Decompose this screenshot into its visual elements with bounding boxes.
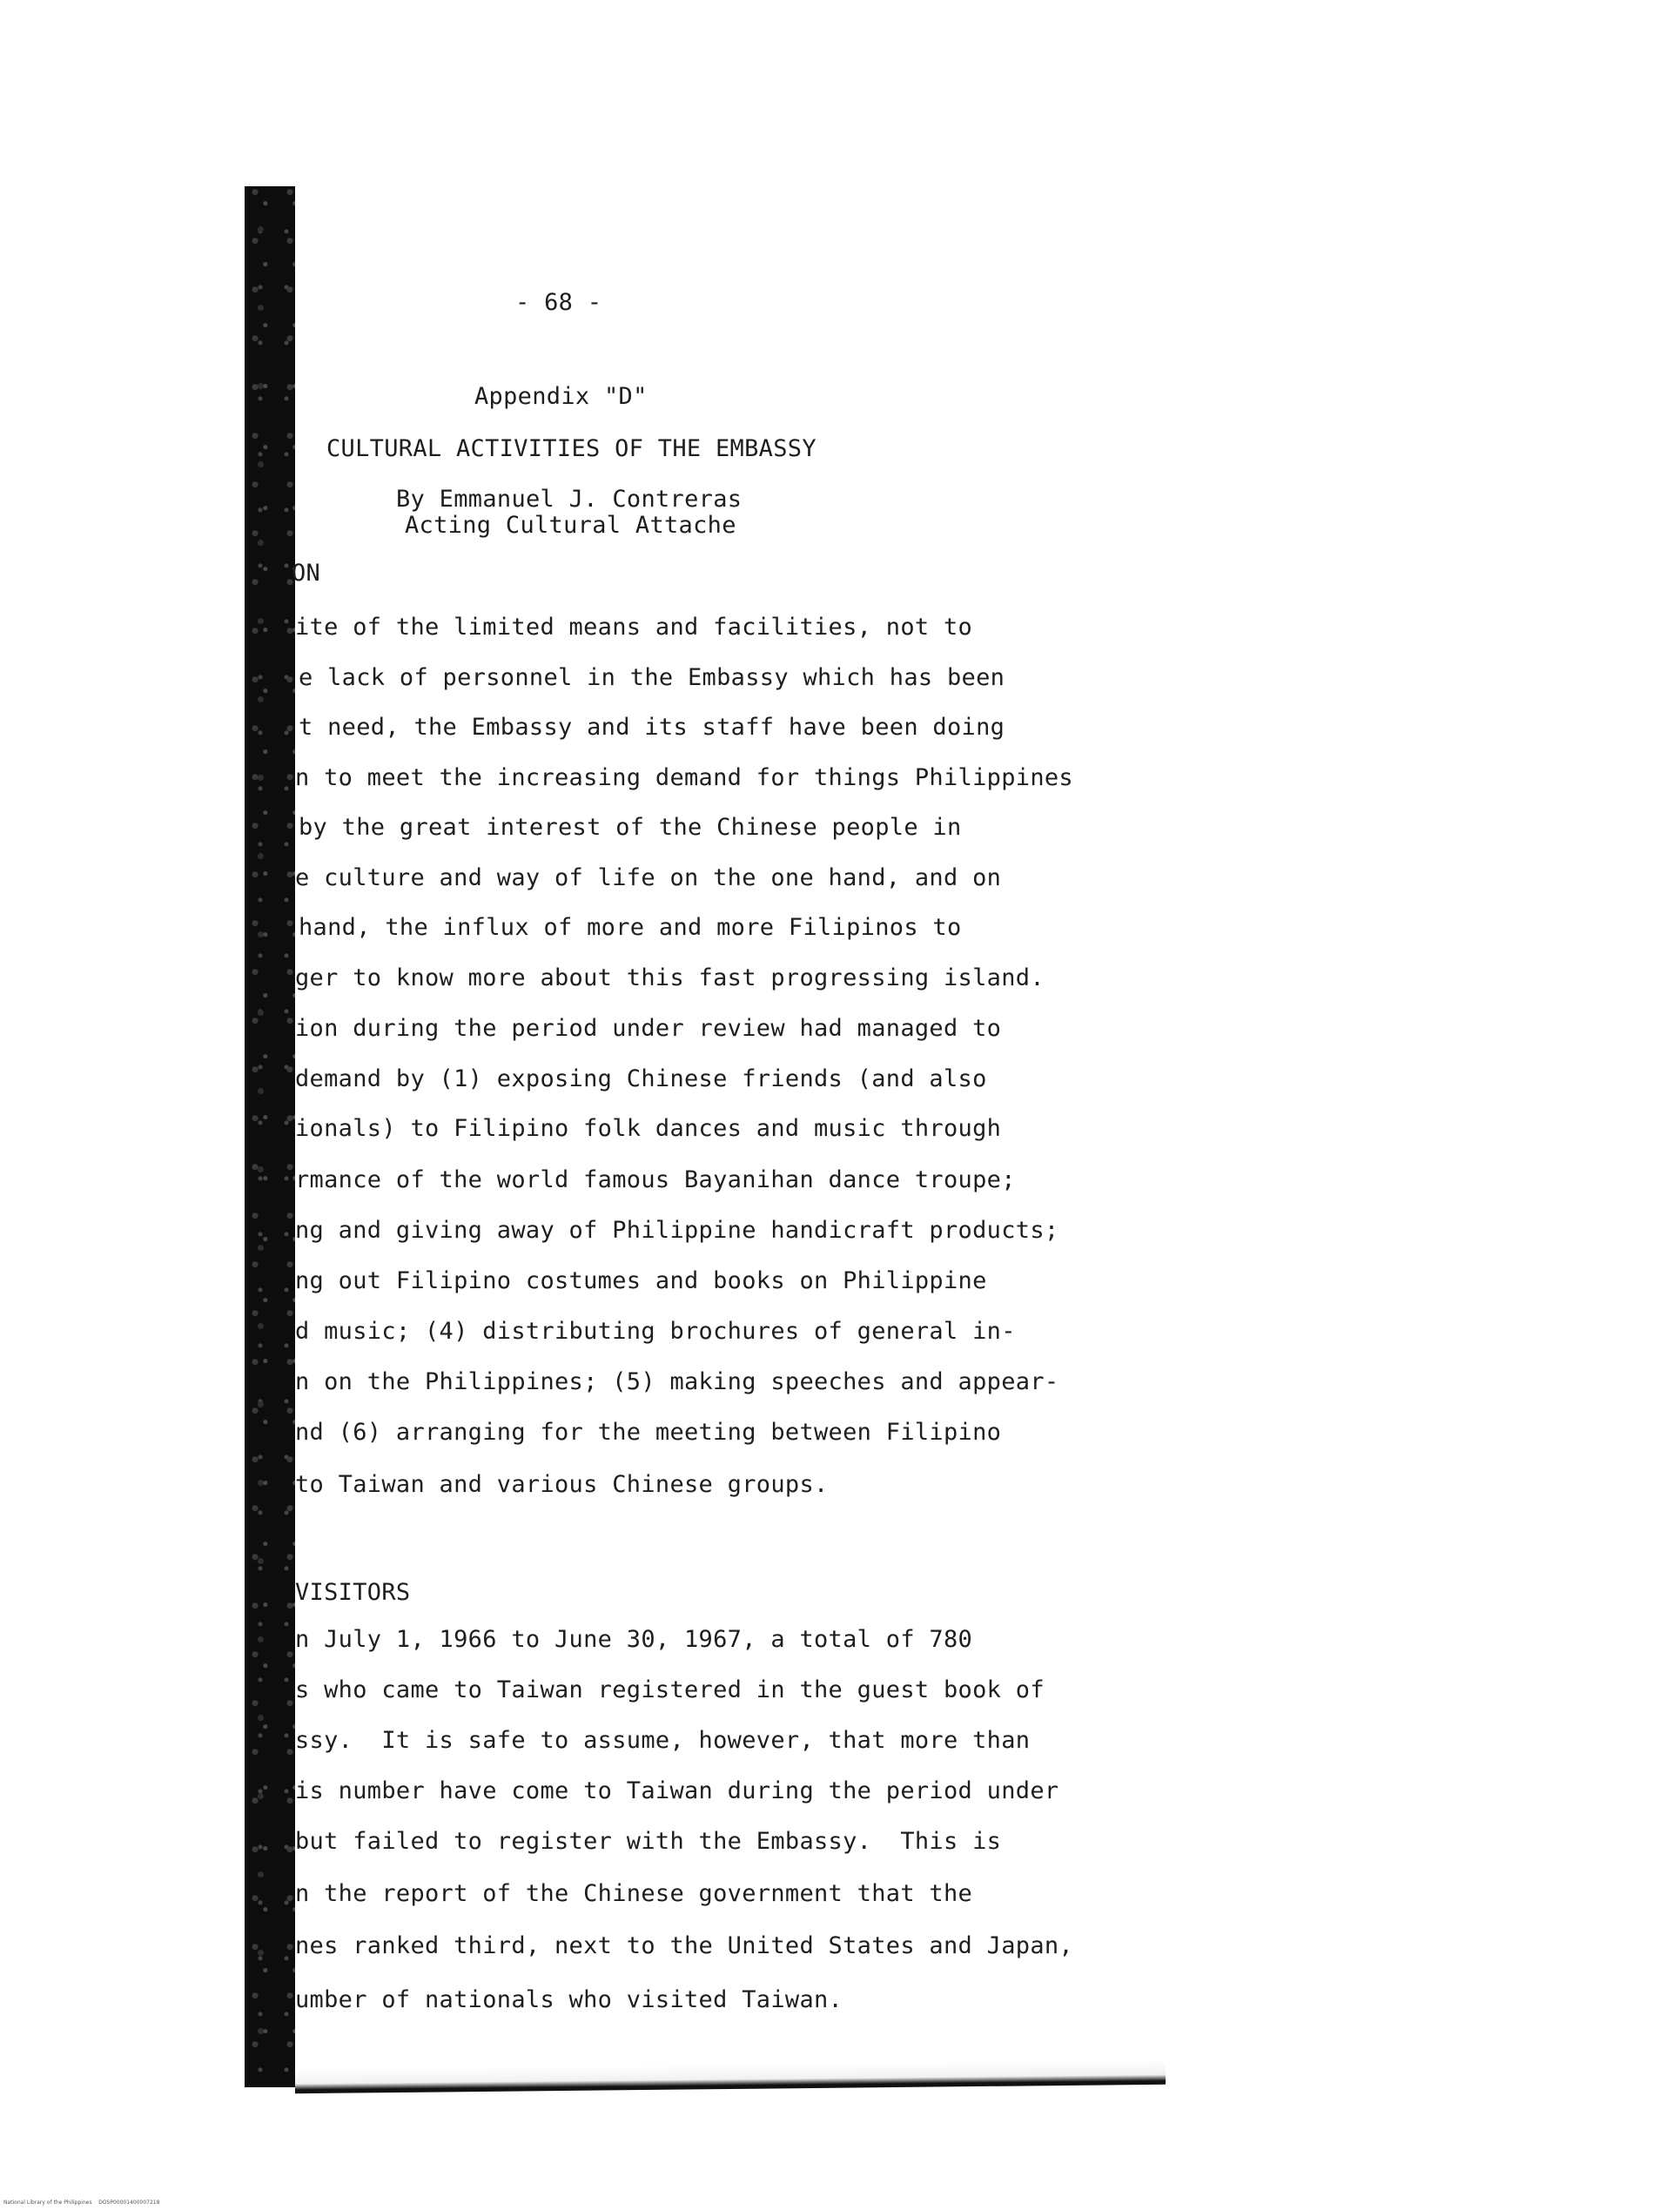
para2-line: s who came to Taiwan registered in the guest book of xyxy=(295,1676,1045,1703)
para1-line: ger to know more about this fast progressing island. xyxy=(295,964,1045,991)
para1-line: demand by (1) exposing Chinese friends (and also xyxy=(295,1065,987,1092)
para1-line: ionals) to Filipino folk dances and music through xyxy=(295,1115,1002,1142)
para2-line: but failed to register with the Embassy. This is xyxy=(295,1828,1002,1855)
para1-line: n to meet the increasing demand for things Philippines xyxy=(295,764,1073,791)
para1-line: ng out Filipino costumes and books on Philippine xyxy=(295,1267,987,1294)
author-line: By Emmanuel J. Contreras xyxy=(396,486,743,513)
para2-line: nes ranked third, next to the United States and Japan, xyxy=(295,1932,1073,1959)
para1-line: e lack of personnel in the Embassy which has been xyxy=(299,664,1005,691)
para1-line: hand, the influx of more and more Filipinos to xyxy=(299,914,962,941)
page-number: - 68 - xyxy=(515,289,602,316)
scanned-bottom-edge xyxy=(295,2060,1166,2093)
para2-line: ssy. It is safe to assume, however, that more than xyxy=(295,1727,1031,1754)
para1-line: ng and giving away of Philippine handicraft products; xyxy=(295,1217,1059,1244)
para1-line: by the great interest of the Chinese people in xyxy=(299,814,962,841)
para2-line: n the report of the Chinese government that the xyxy=(295,1880,973,1907)
document-title: CULTURAL ACTIVITIES OF THE EMBASSY xyxy=(326,435,816,462)
appendix-label: Appendix "D" xyxy=(474,383,648,410)
scanned-binding-edge xyxy=(245,186,295,2087)
para1-line: nd (6) arranging for the meeting between Filipino xyxy=(295,1419,1002,1446)
para2-line: n July 1, 1966 to June 30, 1967, a total of 780 xyxy=(295,1626,973,1653)
para1-line: n on the Philippines; (5) making speeches and appear- xyxy=(295,1368,1059,1395)
para1-line: rmance of the world famous Bayanihan dance troupe; xyxy=(295,1166,1016,1193)
para2-line: umber of nationals who visited Taiwan. xyxy=(295,1986,843,2013)
para1-line: t need, the Embassy and its staff have been doing xyxy=(299,714,1005,741)
para1-line: ite of the limited means and facilities, not to xyxy=(295,614,973,641)
archive-footer-note: National Library of the Philippines DOSP00001400007218 xyxy=(3,2200,160,2206)
para1-line: to Taiwan and various Chinese groups. xyxy=(295,1471,829,1498)
para1-line: e culture and way of life on the one hand, and on xyxy=(295,864,1002,891)
section-heading: VISITORS xyxy=(295,1579,411,1606)
author-title: Acting Cultural Attache xyxy=(405,512,736,539)
para1-line: d music; (4) distributing brochures of general in- xyxy=(295,1318,1016,1345)
para1-line: ion during the period under review had managed to xyxy=(295,1015,1002,1042)
fragment-text: ON xyxy=(292,560,321,587)
para2-line: is number have come to Taiwan during the period under xyxy=(295,1777,1059,1804)
